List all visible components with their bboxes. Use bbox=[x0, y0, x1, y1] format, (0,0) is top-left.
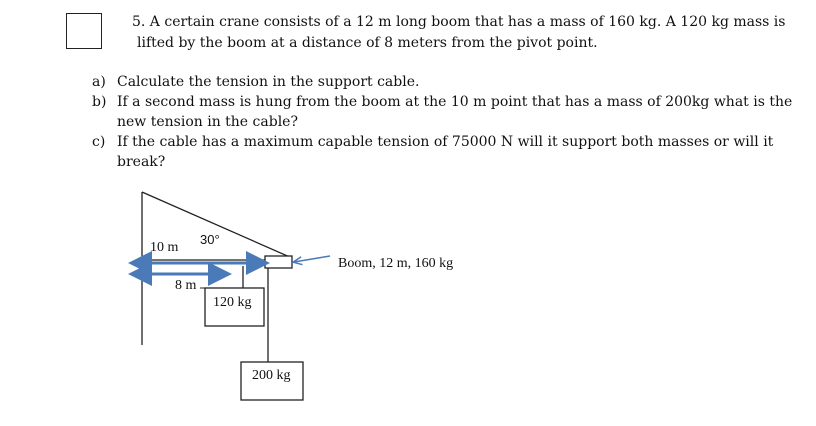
boom-end-box bbox=[265, 256, 292, 268]
part-b-letter: b) bbox=[92, 94, 107, 110]
boom-pointer-arrow bbox=[294, 256, 330, 262]
part-b-text: If a second mass is hung from the boom at the 10 m point that has a mass of 200kg what is the new tension in the cable? bbox=[117, 94, 793, 130]
part-c-letter: c) bbox=[92, 134, 106, 150]
part-a-text: Calculate the tension in the support cable. bbox=[117, 74, 420, 90]
label-10m: 10 m bbox=[150, 240, 179, 255]
label-mass-120kg: 120 kg bbox=[213, 295, 252, 310]
label-8m: 8 m bbox=[175, 278, 197, 293]
label-boom: Boom, 12 m, 160 kg bbox=[338, 256, 454, 271]
part-a-letter: a) bbox=[92, 74, 106, 90]
label-mass-200kg: 200 kg bbox=[252, 368, 291, 383]
label-angle: 30° bbox=[200, 232, 220, 247]
problem-line-2: lifted by the boom at a distance of 8 meters from the pivot point. bbox=[137, 35, 598, 51]
part-c-text: If the cable has a maximum capable tension of 75000 N will it support both masses or will it break? bbox=[117, 134, 774, 170]
problem-line-1: 5. A certain crane consists of a 12 m long boom that has a mass of 160 kg. A 120 kg mass is bbox=[132, 14, 786, 30]
